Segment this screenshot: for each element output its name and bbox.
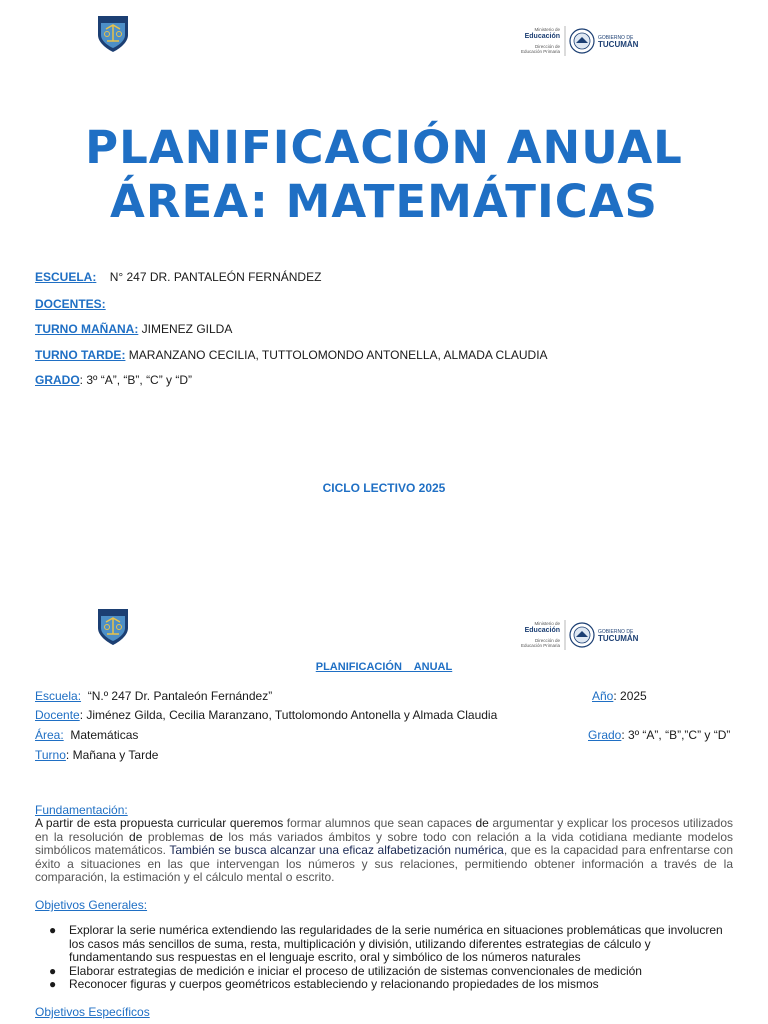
p2-anio-label: Año xyxy=(592,689,614,703)
school-shield-icon xyxy=(97,15,129,53)
svg-text:Ministerio de: Ministerio de xyxy=(534,27,560,32)
p2-grado-row: Grado: 3º “A”, “B”,”C” y “D” xyxy=(588,728,731,742)
objetivos-generales-heading xyxy=(35,898,147,912)
gobierno-tucuman-logo xyxy=(508,618,648,652)
svg-text:GOBIERNO DE: GOBIERNO DE xyxy=(598,629,634,635)
list-item: ● Reconocer figuras y cuerpos geométricos estableciendo y relacionando propiedades de los mismos xyxy=(35,978,725,992)
fund-text: A partir de esta propuesta curricular queremos xyxy=(35,816,287,830)
svg-text:TUCUMÁN: TUCUMÁN xyxy=(598,634,639,643)
grado-label: GRADO xyxy=(35,373,80,387)
objetivos-especificos-label: Objetivos Específicos xyxy=(35,1005,150,1019)
turno-tarde-row xyxy=(35,348,548,362)
fund-text: los más variados ámbitos y sobre todo con relación a la vida cotidiana mediante modelos simbólicos matemáticos. xyxy=(35,829,733,857)
planificacion-subtitle: PLANIFICACIÓN ANUAL xyxy=(315,661,453,673)
p2-turno-row: Turno: Mañana y Tarde xyxy=(35,748,159,762)
docentes-row xyxy=(35,297,106,311)
turno-manana-row xyxy=(35,322,232,336)
svg-text:Ministerio de: Ministerio de xyxy=(534,621,560,626)
p2-area-row xyxy=(35,728,138,742)
fund-text: argumentar y explicar los procesos utilizados en la resolución xyxy=(35,816,734,844)
grado-row: GRADO: 3º “A”, “B”, “C” y “D” xyxy=(35,373,193,387)
p2-escuela-label: Escuela: xyxy=(35,689,82,703)
p2-area-value: Matemáticas xyxy=(70,728,139,742)
fundamentacion-paragraph xyxy=(35,817,733,885)
grado-value: 3º “A”, “B”, “C” y “D” xyxy=(86,373,193,387)
escuela-value: N° 247 DR. PANTALEÓN FERNÁNDEZ xyxy=(109,270,322,284)
svg-text:Educación: Educación xyxy=(524,33,560,40)
p2-turno-value: Mañana y Tarde xyxy=(72,748,159,762)
fund-highlight: También se busca alcanzar una eficaz alfabetización numérica xyxy=(169,843,504,857)
svg-text:TUCUMÁN: TUCUMÁN xyxy=(598,40,639,49)
fund-text: de xyxy=(129,829,143,844)
main-title-line2: ÁREA: MATEMÁTICAS xyxy=(110,175,658,228)
turno-tarde-label: TURNO TARDE: xyxy=(35,348,126,362)
turno-manana-value: JIMENEZ GILDA xyxy=(141,322,233,336)
escuela-label: ESCUELA xyxy=(35,270,93,284)
p2-docente-value: Jiménez Gilda, Cecilia Maranzano, Tuttolomondo Antonella y Almada Claudia xyxy=(86,708,498,722)
school-shield-icon xyxy=(97,608,129,646)
p2-grado-value: 3º “A”, “B”,”C” y “D” xyxy=(628,728,731,742)
fund-text: de xyxy=(209,829,223,844)
svg-text:Educación Primaria: Educación Primaria xyxy=(520,643,560,648)
objetivos-generales-label: Objetivos Generales: xyxy=(35,898,148,912)
turno-tarde-value: MARANZANO CECILIA, TUTTOLOMONDO ANTONELLA, ALMADA CLAUDIA xyxy=(128,348,548,362)
p2-escuela-row xyxy=(35,689,272,703)
svg-text:Dirección de: Dirección de xyxy=(534,44,560,49)
svg-text:Dirección de: Dirección de xyxy=(534,638,560,643)
fundamentacion-heading xyxy=(35,803,128,817)
fund-text: de xyxy=(475,816,489,830)
p2-anio-row: Año: 2025 xyxy=(592,689,647,703)
fundamentacion-label: Fundamentación: xyxy=(35,803,128,817)
fund-text: formar alumnos que sean capaces xyxy=(286,816,476,830)
objetivos-especificos-heading xyxy=(35,1005,150,1019)
fund-text: problemas xyxy=(142,829,210,844)
svg-text:GOBIERNO DE: GOBIERNO DE xyxy=(598,35,634,41)
p2-area-label: Área: xyxy=(35,728,64,742)
svg-text:Educación: Educación xyxy=(524,627,560,634)
p2-grado-label: Grado xyxy=(588,728,622,742)
objetivos-list xyxy=(35,924,725,992)
p2-docente-row: Docente: Jiménez Gilda, Cecilia Maranzano, Tuttolomondo Antonella y Almada Claudia xyxy=(35,708,498,722)
list-item: ● Explorar la serie numérica extendiendo las regularidades de la serie numérica en situaciones problemáticas que involucren los casos más sencillos de suma, resta, multiplicación y división, utilizando diferentes estrategias de cálculo y fundamentando sus respuestas en el lenguaje escrito, oral y simbólico de los números naturales xyxy=(35,924,725,965)
svg-text:Educación Primaria: Educación Primaria xyxy=(520,49,560,54)
list-item: ● Elaborar estrategias de medición e iniciar el proceso de utilización de sistemas convencionales de medición xyxy=(35,965,725,979)
docentes-label: DOCENTES: xyxy=(35,297,106,311)
p2-anio-value: 2025 xyxy=(620,689,647,703)
p2-turno-label: Turno xyxy=(35,748,66,762)
turno-manana-label: TURNO MAÑANA: xyxy=(35,322,139,336)
ciclo-lectivo: CICLO LECTIVO 2025 xyxy=(322,481,446,495)
gobierno-tucuman-logo xyxy=(508,24,648,58)
fund-text: , que es la capacidad para enfrentarse con éxito a situaciones en las que intervengan los números y sus relaciones, permitiendo obtener información a través de la comparación, la estimación y el cálculo mental o escrito. xyxy=(35,843,734,884)
escuela-row: ESCUELA: N° 247 DR. PANTALEÓN FERNÁNDEZ xyxy=(35,270,322,284)
main-title-line1: PLANIFICACIÓN ANUAL xyxy=(85,121,683,174)
p2-escuela-value: “N.º 247 Dr. Pantaleón Fernández” xyxy=(87,689,273,703)
p2-docente-label: Docente xyxy=(35,708,80,722)
